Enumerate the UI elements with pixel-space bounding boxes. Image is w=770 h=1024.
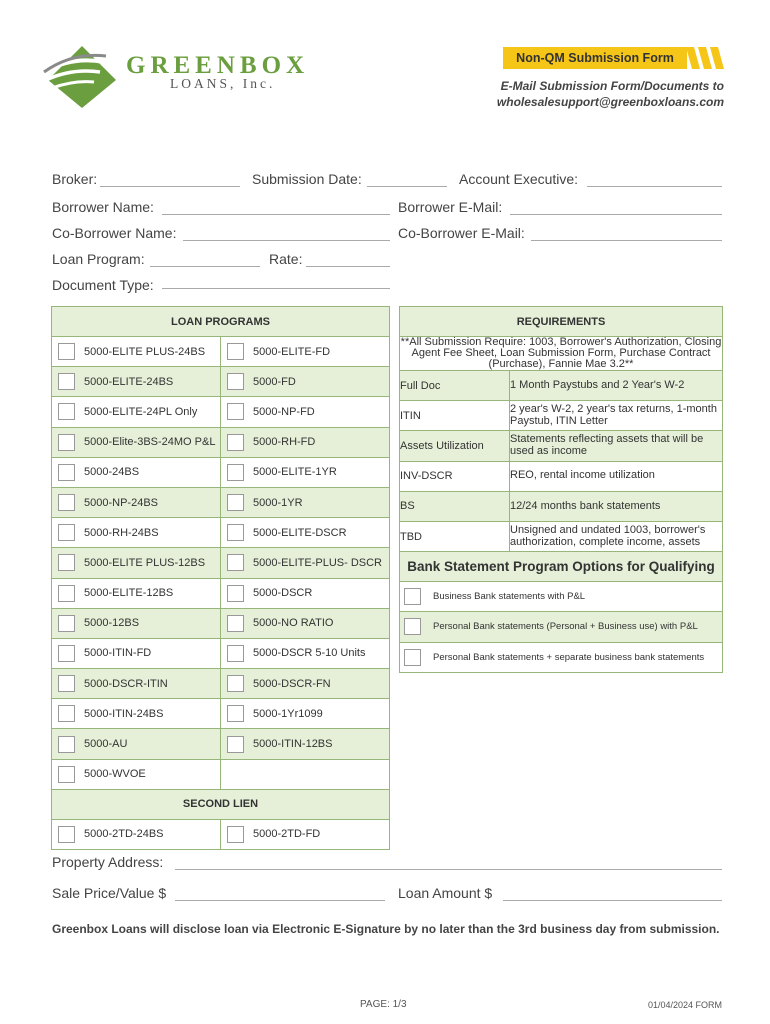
program-checkbox[interactable] bbox=[227, 494, 244, 511]
program-label: 5000-NP-24BS bbox=[84, 496, 158, 509]
program-checkbox[interactable] bbox=[58, 434, 75, 451]
submission-date-label: Submission Date: bbox=[252, 171, 362, 187]
loan-program-row bbox=[52, 578, 390, 608]
program-cell bbox=[52, 457, 221, 487]
program-cell bbox=[221, 427, 390, 457]
second-lien-title: SECOND LIEN bbox=[52, 789, 390, 819]
bank-statement-checkbox[interactable] bbox=[404, 618, 421, 635]
bank-statement-option-row bbox=[400, 612, 723, 642]
loan-program-row bbox=[52, 729, 390, 759]
loan-program-row bbox=[52, 608, 390, 638]
loan-program-row bbox=[52, 699, 390, 729]
program-cell bbox=[52, 487, 221, 517]
requirement-row bbox=[400, 371, 723, 401]
bank-statement-option-label: Business Bank statements with P&L bbox=[433, 591, 586, 603]
program-cell bbox=[52, 397, 221, 427]
bank-statement-title: Bank Statement Program Options for Qualifying bbox=[400, 552, 723, 582]
property-address-label: Property Address: bbox=[52, 854, 164, 870]
requirement-value: Statements reflecting assets that will be used as income bbox=[510, 431, 723, 461]
rate-field[interactable] bbox=[306, 266, 390, 267]
program-checkbox[interactable] bbox=[227, 373, 244, 390]
bank-statement-checkbox[interactable] bbox=[404, 588, 421, 605]
email-submission-note bbox=[464, 78, 724, 110]
program-label: 5000-FD bbox=[253, 375, 296, 388]
program-label: 5000-RH-FD bbox=[253, 436, 316, 449]
coborrower-email-field[interactable] bbox=[531, 240, 722, 241]
program-cell bbox=[221, 638, 390, 668]
program-cell bbox=[221, 548, 390, 578]
program-checkbox[interactable] bbox=[58, 705, 75, 722]
program-checkbox[interactable] bbox=[227, 615, 244, 632]
requirement-row bbox=[400, 401, 723, 431]
program-cell bbox=[52, 819, 221, 849]
requirement-key: INV-DSCR bbox=[400, 461, 510, 491]
greenbox-logo-icon bbox=[42, 42, 120, 108]
document-type-field[interactable] bbox=[162, 288, 390, 289]
program-checkbox[interactable] bbox=[227, 524, 244, 541]
program-cell bbox=[221, 397, 390, 427]
program-label: 5000-ITIN-24BS bbox=[84, 707, 164, 720]
program-cell bbox=[221, 367, 390, 397]
program-label: 5000-Elite-3BS-24MO P&L bbox=[84, 436, 216, 449]
broker-field[interactable] bbox=[100, 186, 240, 187]
program-cell bbox=[221, 337, 390, 367]
requirement-value: 2 year's W-2, 2 year's tax returns, 1-month Paystub, ITIN Letter bbox=[510, 401, 723, 431]
requirement-value: Unsigned and undated 1003, borrower's authorization, complete income, assets bbox=[510, 521, 723, 551]
email-note-line2: wholesalesupport@greenboxloans.com bbox=[496, 95, 724, 109]
requirements-note: **All Submission Require: 1003, Borrower's Authorization, Closing Agent Fee Sheet, Loan Submission Form, Purchase Contract (Purchase), Fannie Mae 3.2** bbox=[400, 336, 722, 370]
program-label: 5000-ELITE PLUS-24BS bbox=[84, 345, 206, 358]
program-checkbox[interactable] bbox=[227, 826, 244, 843]
program-cell bbox=[52, 548, 221, 578]
program-label: 5000-2TD-FD bbox=[253, 828, 321, 841]
program-checkbox[interactable] bbox=[58, 826, 75, 843]
program-label: 5000-DSCR bbox=[253, 587, 313, 600]
requirement-row bbox=[400, 461, 723, 491]
submission-date-field[interactable] bbox=[367, 186, 447, 187]
program-label: 5000-ITIN-12BS bbox=[253, 738, 333, 751]
program-label: 5000-ITIN-FD bbox=[84, 647, 152, 660]
brand-subtitle: LOANS, Inc. bbox=[170, 76, 276, 91]
program-cell bbox=[52, 518, 221, 548]
program-label: 5000-WVOE bbox=[84, 768, 146, 781]
loan-program-label: Loan Program: bbox=[52, 251, 145, 267]
loan-program-row bbox=[52, 638, 390, 668]
broker-label: Broker: bbox=[52, 171, 98, 187]
loan-program-row bbox=[52, 518, 390, 548]
program-cell bbox=[52, 337, 221, 367]
program-cell bbox=[52, 427, 221, 457]
requirement-row bbox=[400, 431, 723, 461]
loan-amount-label: Loan Amount $ bbox=[398, 885, 493, 901]
page-number: PAGE: 1/3 bbox=[360, 999, 407, 1010]
program-checkbox[interactable] bbox=[227, 705, 244, 722]
requirements-table bbox=[399, 306, 723, 673]
program-cell bbox=[52, 608, 221, 638]
disclosure-note: Greenbox Loans will disclose loan via Electronic E-Signature by no later than the 3rd business day from submission. bbox=[52, 922, 720, 936]
coborrower-email-label: Co-Borrower E-Mail: bbox=[398, 225, 525, 241]
program-label: 5000-NP-FD bbox=[253, 405, 315, 418]
program-label: 5000-1YR bbox=[253, 496, 303, 509]
brand-name: GREENBOX bbox=[126, 52, 310, 79]
program-checkbox[interactable] bbox=[227, 434, 244, 451]
program-cell bbox=[52, 669, 221, 699]
program-label: 5000-ELITE-12BS bbox=[84, 587, 174, 600]
program-cell bbox=[52, 578, 221, 608]
program-checkbox[interactable] bbox=[58, 403, 75, 420]
program-cell bbox=[52, 638, 221, 668]
loan-program-row bbox=[52, 759, 390, 789]
program-cell bbox=[221, 669, 390, 699]
bank-statement-option-label: Personal Bank statements + separate business bank statements bbox=[433, 651, 705, 663]
program-label: 5000-ELITE-24PL Only bbox=[84, 405, 198, 418]
program-label: 5000-RH-24BS bbox=[84, 526, 159, 539]
program-cell bbox=[221, 518, 390, 548]
program-label: 5000-ELITE-FD bbox=[253, 345, 331, 358]
program-checkbox[interactable] bbox=[227, 585, 244, 602]
requirement-value: 12/24 months bank statements bbox=[510, 491, 723, 521]
borrower-email-label: Borrower E-Mail: bbox=[398, 199, 503, 215]
program-label: 5000-1Yr1099 bbox=[253, 707, 323, 720]
document-type-label: Document Type: bbox=[52, 277, 154, 293]
coborrower-name-label: Co-Borrower Name: bbox=[52, 225, 177, 241]
program-checkbox[interactable] bbox=[227, 464, 244, 481]
program-cell bbox=[221, 608, 390, 638]
program-checkbox[interactable] bbox=[58, 554, 75, 571]
program-cell bbox=[221, 457, 390, 487]
program-cell bbox=[221, 819, 390, 849]
loan-program-row bbox=[52, 427, 390, 457]
program-checkbox[interactable] bbox=[58, 494, 75, 511]
requirement-key: Assets Utilization bbox=[400, 431, 510, 461]
loan-program-field[interactable] bbox=[150, 266, 260, 267]
program-checkbox[interactable] bbox=[58, 343, 75, 360]
requirement-key: BS bbox=[400, 491, 510, 521]
loan-programs-title: LOAN PROGRAMS bbox=[52, 307, 390, 337]
borrower-email-field[interactable] bbox=[510, 214, 722, 215]
program-cell bbox=[52, 759, 221, 789]
program-label: 5000-DSCR-ITIN bbox=[84, 677, 168, 690]
program-label: 5000-2TD-24BS bbox=[84, 828, 164, 841]
requirement-key: ITIN bbox=[400, 401, 510, 431]
form-date: 01/04/2024 FORM bbox=[647, 1000, 722, 1010]
requirement-key: Full Doc bbox=[400, 371, 510, 401]
requirement-value: REO, rental income utilization bbox=[510, 461, 723, 491]
program-label: 5000-DSCR 5-10 Units bbox=[253, 647, 366, 660]
program-checkbox[interactable] bbox=[58, 585, 75, 602]
account-executive-label: Account Executive: bbox=[459, 171, 579, 187]
program-checkbox[interactable] bbox=[58, 373, 75, 390]
form-title-badge: Non-QM Submission Form bbox=[503, 47, 687, 69]
email-note-line1: E-Mail Submission Form/Documents to bbox=[500, 79, 724, 93]
program-label: 5000-ELITE-1YR bbox=[253, 466, 337, 479]
program-checkbox[interactable] bbox=[58, 766, 75, 783]
program-cell bbox=[221, 759, 390, 789]
program-label: 5000-ELITE-24BS bbox=[84, 375, 174, 388]
program-checkbox[interactable] bbox=[227, 343, 244, 360]
bank-statement-option-row bbox=[400, 582, 723, 612]
borrower-name-field[interactable] bbox=[162, 214, 390, 215]
program-cell bbox=[221, 487, 390, 517]
loan-program-row bbox=[52, 397, 390, 427]
requirement-row bbox=[400, 521, 723, 551]
stripes-decoration-icon bbox=[684, 47, 724, 69]
loan-program-row bbox=[52, 548, 390, 578]
second-lien-row bbox=[52, 819, 390, 849]
program-cell bbox=[52, 367, 221, 397]
coborrower-name-field[interactable] bbox=[183, 240, 390, 241]
program-label: 5000-AU bbox=[84, 738, 128, 751]
program-label: 5000-NO RATIO bbox=[253, 617, 334, 630]
program-checkbox[interactable] bbox=[227, 403, 244, 420]
sale-price-label: Sale Price/Value $ bbox=[52, 885, 167, 901]
program-checkbox[interactable] bbox=[227, 645, 244, 662]
requirement-value: 1 Month Paystubs and 2 Year's W-2 bbox=[510, 371, 723, 401]
loan-program-row bbox=[52, 337, 390, 367]
program-checkbox[interactable] bbox=[227, 554, 244, 571]
program-checkbox[interactable] bbox=[227, 736, 244, 753]
loan-programs-table bbox=[51, 306, 390, 850]
loan-program-row bbox=[52, 367, 390, 397]
borrower-name-label: Borrower Name: bbox=[52, 199, 154, 215]
program-label: 5000-ELITE PLUS-12BS bbox=[84, 556, 206, 569]
requirements-title: REQUIREMENTS bbox=[400, 307, 723, 337]
requirement-row bbox=[400, 491, 723, 521]
program-label: 5000-ELITE-DSCR bbox=[253, 526, 347, 539]
bank-statement-option-row bbox=[400, 642, 723, 672]
bank-statement-checkbox[interactable] bbox=[404, 649, 421, 666]
program-cell bbox=[221, 699, 390, 729]
loan-program-row bbox=[52, 669, 390, 699]
program-checkbox[interactable] bbox=[58, 645, 75, 662]
bank-statement-option-label: Personal Bank statements (Personal + Business use) with P&L bbox=[433, 621, 698, 633]
program-label: 5000-12BS bbox=[84, 617, 140, 630]
program-cell bbox=[221, 578, 390, 608]
program-cell bbox=[52, 699, 221, 729]
account-executive-field[interactable] bbox=[587, 186, 722, 187]
loan-program-row bbox=[52, 457, 390, 487]
program-cell bbox=[52, 729, 221, 759]
program-checkbox[interactable] bbox=[58, 464, 75, 481]
program-cell bbox=[221, 729, 390, 759]
program-label: 5000-DSCR-FN bbox=[253, 677, 331, 690]
program-label: 5000-24BS bbox=[84, 466, 140, 479]
program-checkbox[interactable] bbox=[58, 736, 75, 753]
program-label: 5000-ELITE-PLUS- DSCR bbox=[253, 556, 382, 569]
loan-amount-field[interactable] bbox=[503, 900, 722, 901]
program-checkbox[interactable] bbox=[58, 524, 75, 541]
requirement-key: TBD bbox=[400, 521, 510, 551]
property-address-field[interactable] bbox=[175, 869, 722, 870]
program-checkbox[interactable] bbox=[227, 675, 244, 692]
program-checkbox[interactable] bbox=[58, 675, 75, 692]
sale-price-field[interactable] bbox=[175, 900, 385, 901]
rate-label: Rate: bbox=[269, 251, 303, 267]
program-checkbox[interactable] bbox=[58, 615, 75, 632]
loan-program-row bbox=[52, 487, 390, 517]
